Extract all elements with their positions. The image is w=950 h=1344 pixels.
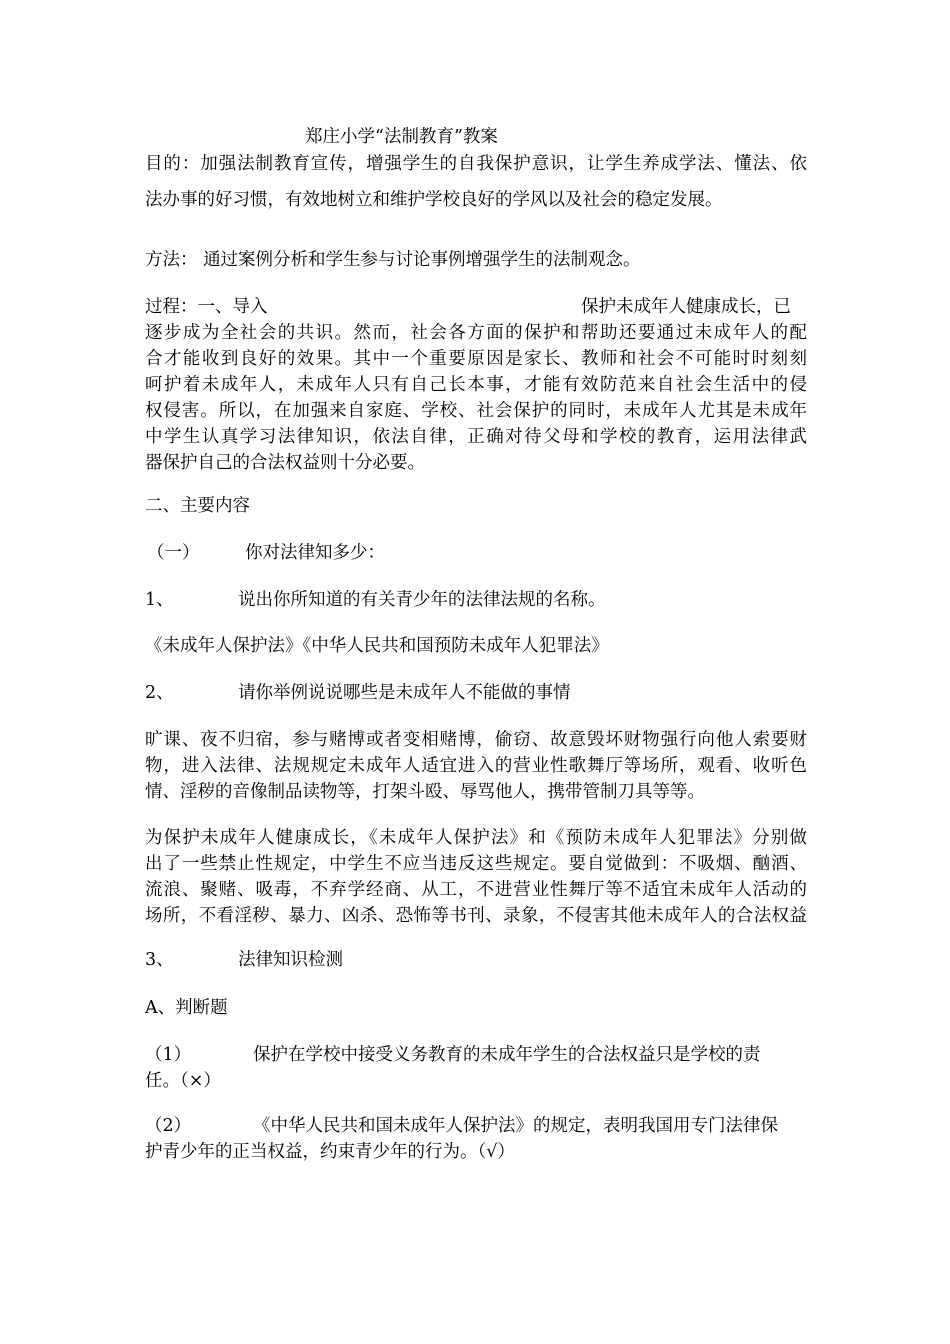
process-line-2: 逐步成为全社会的共识。然而，社会各方面的保护和帮助还要通过未成年人的配 <box>145 323 807 343</box>
paragraph-3-line-4: 场所，不看淫秽、暴力、凶杀、恐怖等书刊、录象，不侵害其他未成年人的合法权益 <box>145 906 807 926</box>
process-label: 过程：一、导入 <box>145 297 268 317</box>
method-paragraph: 方法： 通过案例分析和学生参与讨论事例增强学生的法制观念。 <box>145 250 641 270</box>
question-3-text: 法律知识检测 <box>238 950 343 970</box>
process-line-4: 呵护着未成年人，未成年人只有自己长本事，才能有效防范来自社会生活中的侵 <box>145 375 807 395</box>
process-line-3: 合才能收到良好的效果。其中一个重要原因是家长、教师和社会不可能时时刻刻 <box>145 349 807 369</box>
question-3-number: 3、 <box>145 950 174 970</box>
process-line-1: 保护未成年人健康成长，已 <box>581 297 791 317</box>
judgement-2-number: （2） <box>145 1116 192 1136</box>
document-title: 郑庄小学“法制教育”教案 <box>305 127 498 147</box>
judgement-1-line-2: 任。（×） <box>145 1071 221 1091</box>
answer-2-line-2: 物，进入法律、法规规定未成年人适宜进入的营业性歌舞厅等场所，观看、收听色 <box>145 756 807 776</box>
process-line-7: 器保护自己的合法权益则十分必要。 <box>145 453 425 473</box>
question-1-text: 说出你所知道的有关青少年的法律法规的名称。 <box>238 590 606 610</box>
subsection-1-number: （一） <box>147 543 200 563</box>
answer-2-line-3: 情、淫秽的音像制品读物等，打架斗殴、辱骂他人，携带管制刀具等等。 <box>145 782 705 802</box>
section-2-heading: 二、主要内容 <box>145 496 250 516</box>
process-line-6: 中学生认真学习法律知识，依法自律，正确对待父母和学校的教育，运用法律武 <box>145 427 807 447</box>
answer-1: 《未成年人保护法》《中华人民共和国预防未成年人犯罪法》 <box>145 636 609 656</box>
answer-2-line-1: 旷课、夜不归宿，参与赌博或者变相赌博，偷窃、故意毁坏财物强行向他人索要财 <box>145 730 807 750</box>
paragraph-3-line-3: 流浪、聚赌、吸毒，不弃学经商、从工，不进营业性舞厅等不适宜未成年人活动的 <box>145 880 807 900</box>
judgement-1-line-1: 保护在学校中接受义务教育的未成年学生的合法权益只是学校的责 <box>253 1045 761 1065</box>
question-2-text: 请你举例说说哪些是未成年人不能做的事情 <box>238 683 571 703</box>
judgement-2-line-1: 《中华人民共和国未成年人保护法》的规定，表明我国用专门法律保 <box>253 1116 778 1136</box>
paragraph-3-line-2: 出了一些禁止性规定，中学生不应当违反这些规定。要自觉做到：不吸烟、酗酒、 <box>145 854 807 874</box>
question-2-number: 2、 <box>145 683 174 703</box>
paragraph-3-line-1: 为保护未成年人健康成长，《未成年人保护法》和《预防未成年人犯罪法》分别做 <box>145 828 807 848</box>
judgement-1-number: （1） <box>145 1045 192 1065</box>
purpose-line-1: 目的：加强法制教育宣传，增强学生的自我保护意识，让学生养成学法、懂法、依 <box>145 154 807 174</box>
process-line-5: 权侵害。所以，在加强来自家庭、学校、社会保护的同时，未成年人尤其是未成年 <box>145 401 807 421</box>
subsection-1-text: 你对法律知多少： <box>245 543 385 563</box>
judgement-title: A、判断题 <box>145 998 228 1018</box>
question-1-number: 1、 <box>145 590 174 610</box>
purpose-line-2: 法办事的好习惯，有效地树立和维护学校良好的学风以及社会的稳定发展。 <box>145 190 723 210</box>
judgement-2-line-2: 护青少年的正当权益，约束青少年的行为。（√） <box>145 1142 515 1162</box>
